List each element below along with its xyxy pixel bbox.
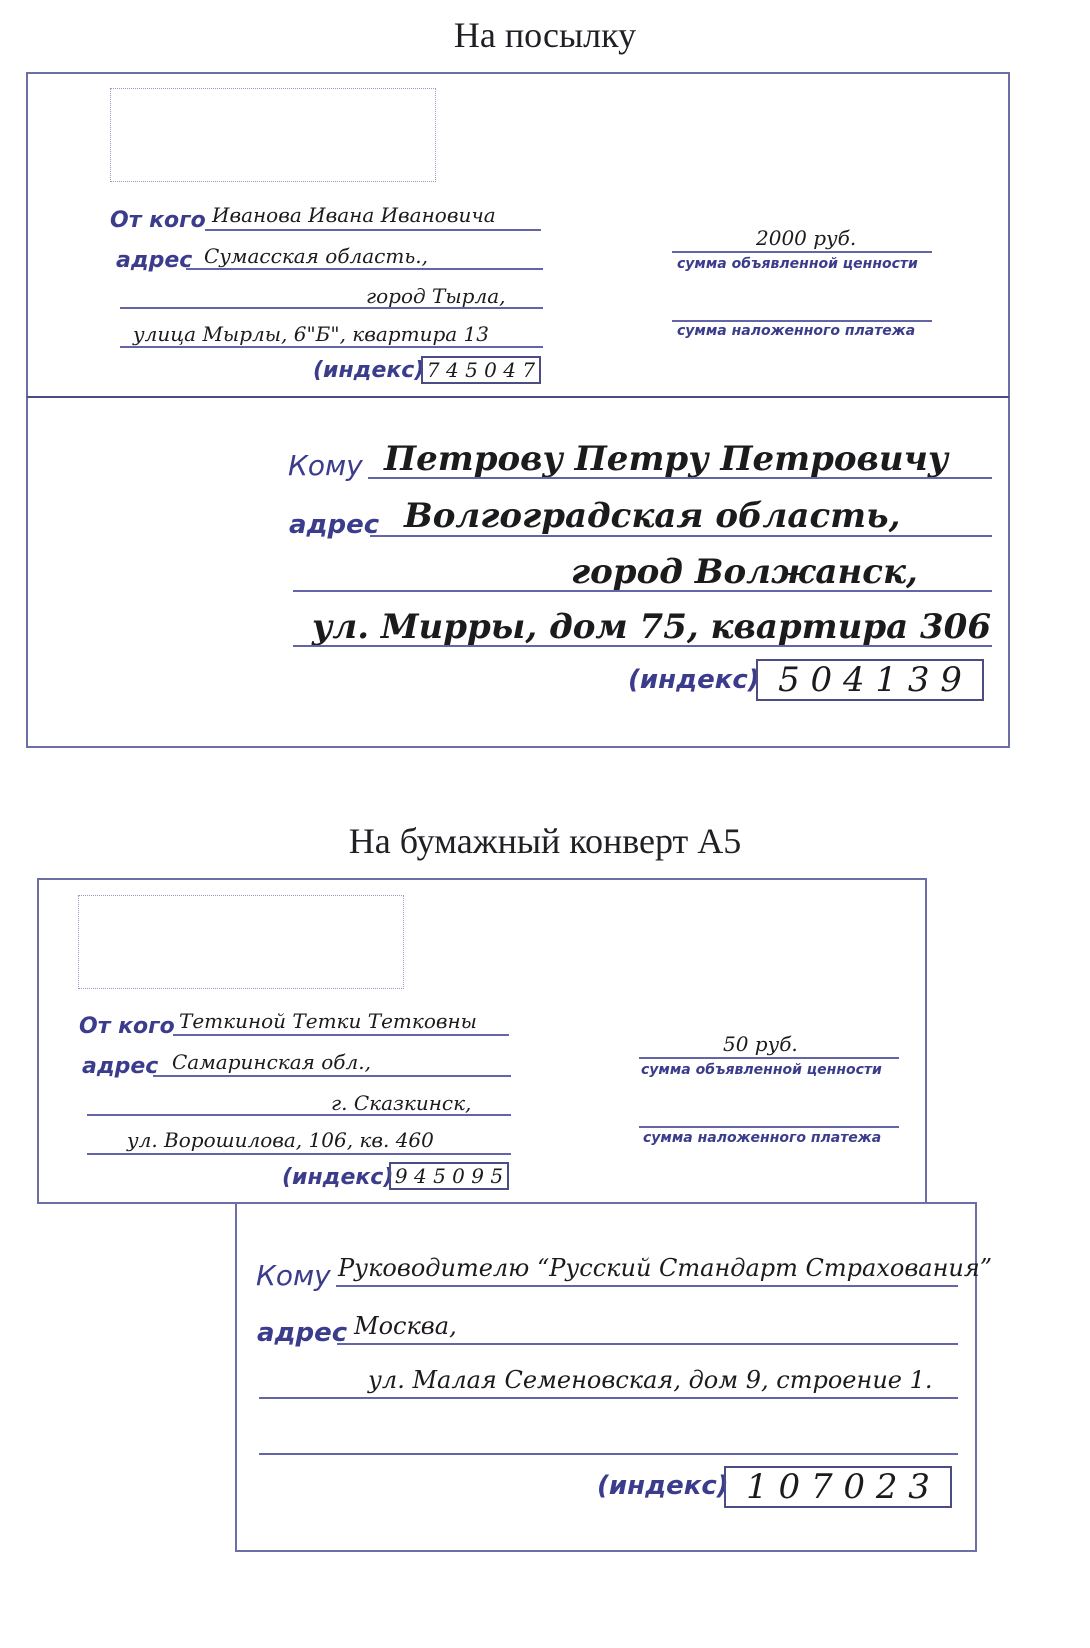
envelope-to-label: Кому	[256, 1259, 331, 1292]
envelope-to-address-line-1	[337, 1343, 958, 1345]
envelope-from-index-box: 9 4 5 0 9 5	[389, 1162, 509, 1190]
envelope-to-index-box: 1 0 7 0 2 3	[724, 1466, 952, 1508]
parcel-to-label: Кому	[288, 449, 363, 482]
parcel-to-address-label: адрес	[289, 510, 380, 540]
parcel-from-label: От кого	[110, 208, 206, 233]
envelope-cod-line	[639, 1126, 899, 1128]
parcel-cod-caption: сумма наложенного платежа	[677, 323, 916, 339]
envelope-declared-value-line	[639, 1057, 899, 1059]
parcel-to-address-1: Волгоградская область,	[404, 496, 901, 536]
envelope-from-label: От кого	[79, 1014, 175, 1039]
parcel-from-address-line-2	[120, 307, 543, 309]
envelope-from-address-2: г. Сказкинск,	[331, 1091, 472, 1115]
parcel-to-address-line-1	[370, 535, 992, 537]
envelope-stamp-area	[78, 895, 404, 989]
envelope-from-address-line-1	[153, 1075, 511, 1077]
parcel-title: На посылку	[453, 15, 637, 55]
parcel-to-name-line	[368, 477, 992, 479]
envelope-declared-value: 50 руб.	[723, 1032, 798, 1056]
envelope-to-address-1: Москва,	[354, 1312, 457, 1340]
parcel-to-name: Петрову Петру Петровичу	[384, 439, 949, 479]
parcel-from-address-2: город Тырла,	[366, 284, 506, 308]
parcel-from-address-3: улица Мырлы, 6"Б", квартира 13	[133, 322, 489, 346]
parcel-from-name-line	[205, 229, 541, 231]
parcel-declared-value-line	[672, 251, 932, 253]
parcel-declared-value: 2000 руб.	[756, 226, 857, 250]
envelope-from-name-line	[173, 1034, 509, 1036]
parcel-from-name: Ивановa Ивана Ивановича	[212, 203, 496, 227]
parcel-from-address-line-1	[186, 268, 543, 270]
envelope-title: На бумажный конверт А5	[348, 821, 742, 861]
parcel-stamp-area	[110, 88, 436, 182]
envelope-to-index-label: (индекс)	[597, 1471, 729, 1501]
parcel-to-address-line-3	[293, 645, 992, 647]
envelope-from-address-3: ул. Ворошилова, 106, кв. 460	[127, 1128, 434, 1152]
parcel-declared-value-caption: сумма объявленной ценности	[677, 256, 918, 272]
parcel-to-index-label: (индекс)	[628, 665, 760, 695]
parcel-from-address-line-3	[120, 346, 543, 348]
envelope-to-address-label: адрес	[257, 1318, 348, 1348]
parcel-divider	[27, 396, 1009, 398]
parcel-to-address-2: город Волжанск,	[571, 552, 918, 592]
envelope-cod-caption: сумма наложенного платежа	[643, 1130, 882, 1146]
envelope-from-index-label: (индекс)	[282, 1165, 394, 1190]
envelope-from-address-line-2	[87, 1114, 511, 1116]
envelope-to-address-line-3	[259, 1453, 958, 1455]
envelope-from-address-line-3	[87, 1153, 511, 1155]
parcel-to-address-line-2	[293, 590, 992, 592]
envelope-to-address-2: ул. Малая Семеновская, дом 9, строение 1.	[368, 1366, 933, 1394]
parcel-from-address-1: Сумасская область.,	[204, 244, 428, 268]
parcel-from-index-label: (индекс)	[313, 358, 425, 383]
parcel-to-address-3: ул. Мирры, дом 75, квартира 306	[312, 607, 991, 647]
envelope-declared-value-caption: сумма объявленной ценности	[641, 1062, 882, 1078]
parcel-cod-line	[672, 320, 932, 322]
parcel-address-label: адрес	[116, 248, 193, 273]
envelope-to-name-line	[336, 1285, 958, 1287]
envelope-to-address-line-2	[259, 1397, 958, 1399]
envelope-to-name: Руководителю “Русский Стандарт Страхования”	[338, 1254, 993, 1282]
envelope-address-label: адрес	[82, 1054, 159, 1079]
parcel-from-index-box: 7 4 5 0 4 7	[421, 356, 541, 384]
parcel-to-index-box: 5 0 4 1 3 9	[756, 659, 984, 701]
envelope-from-address-1: Самаринская обл.,	[172, 1050, 371, 1074]
envelope-from-name: Теткиной Тетки Тетковны	[179, 1009, 477, 1033]
